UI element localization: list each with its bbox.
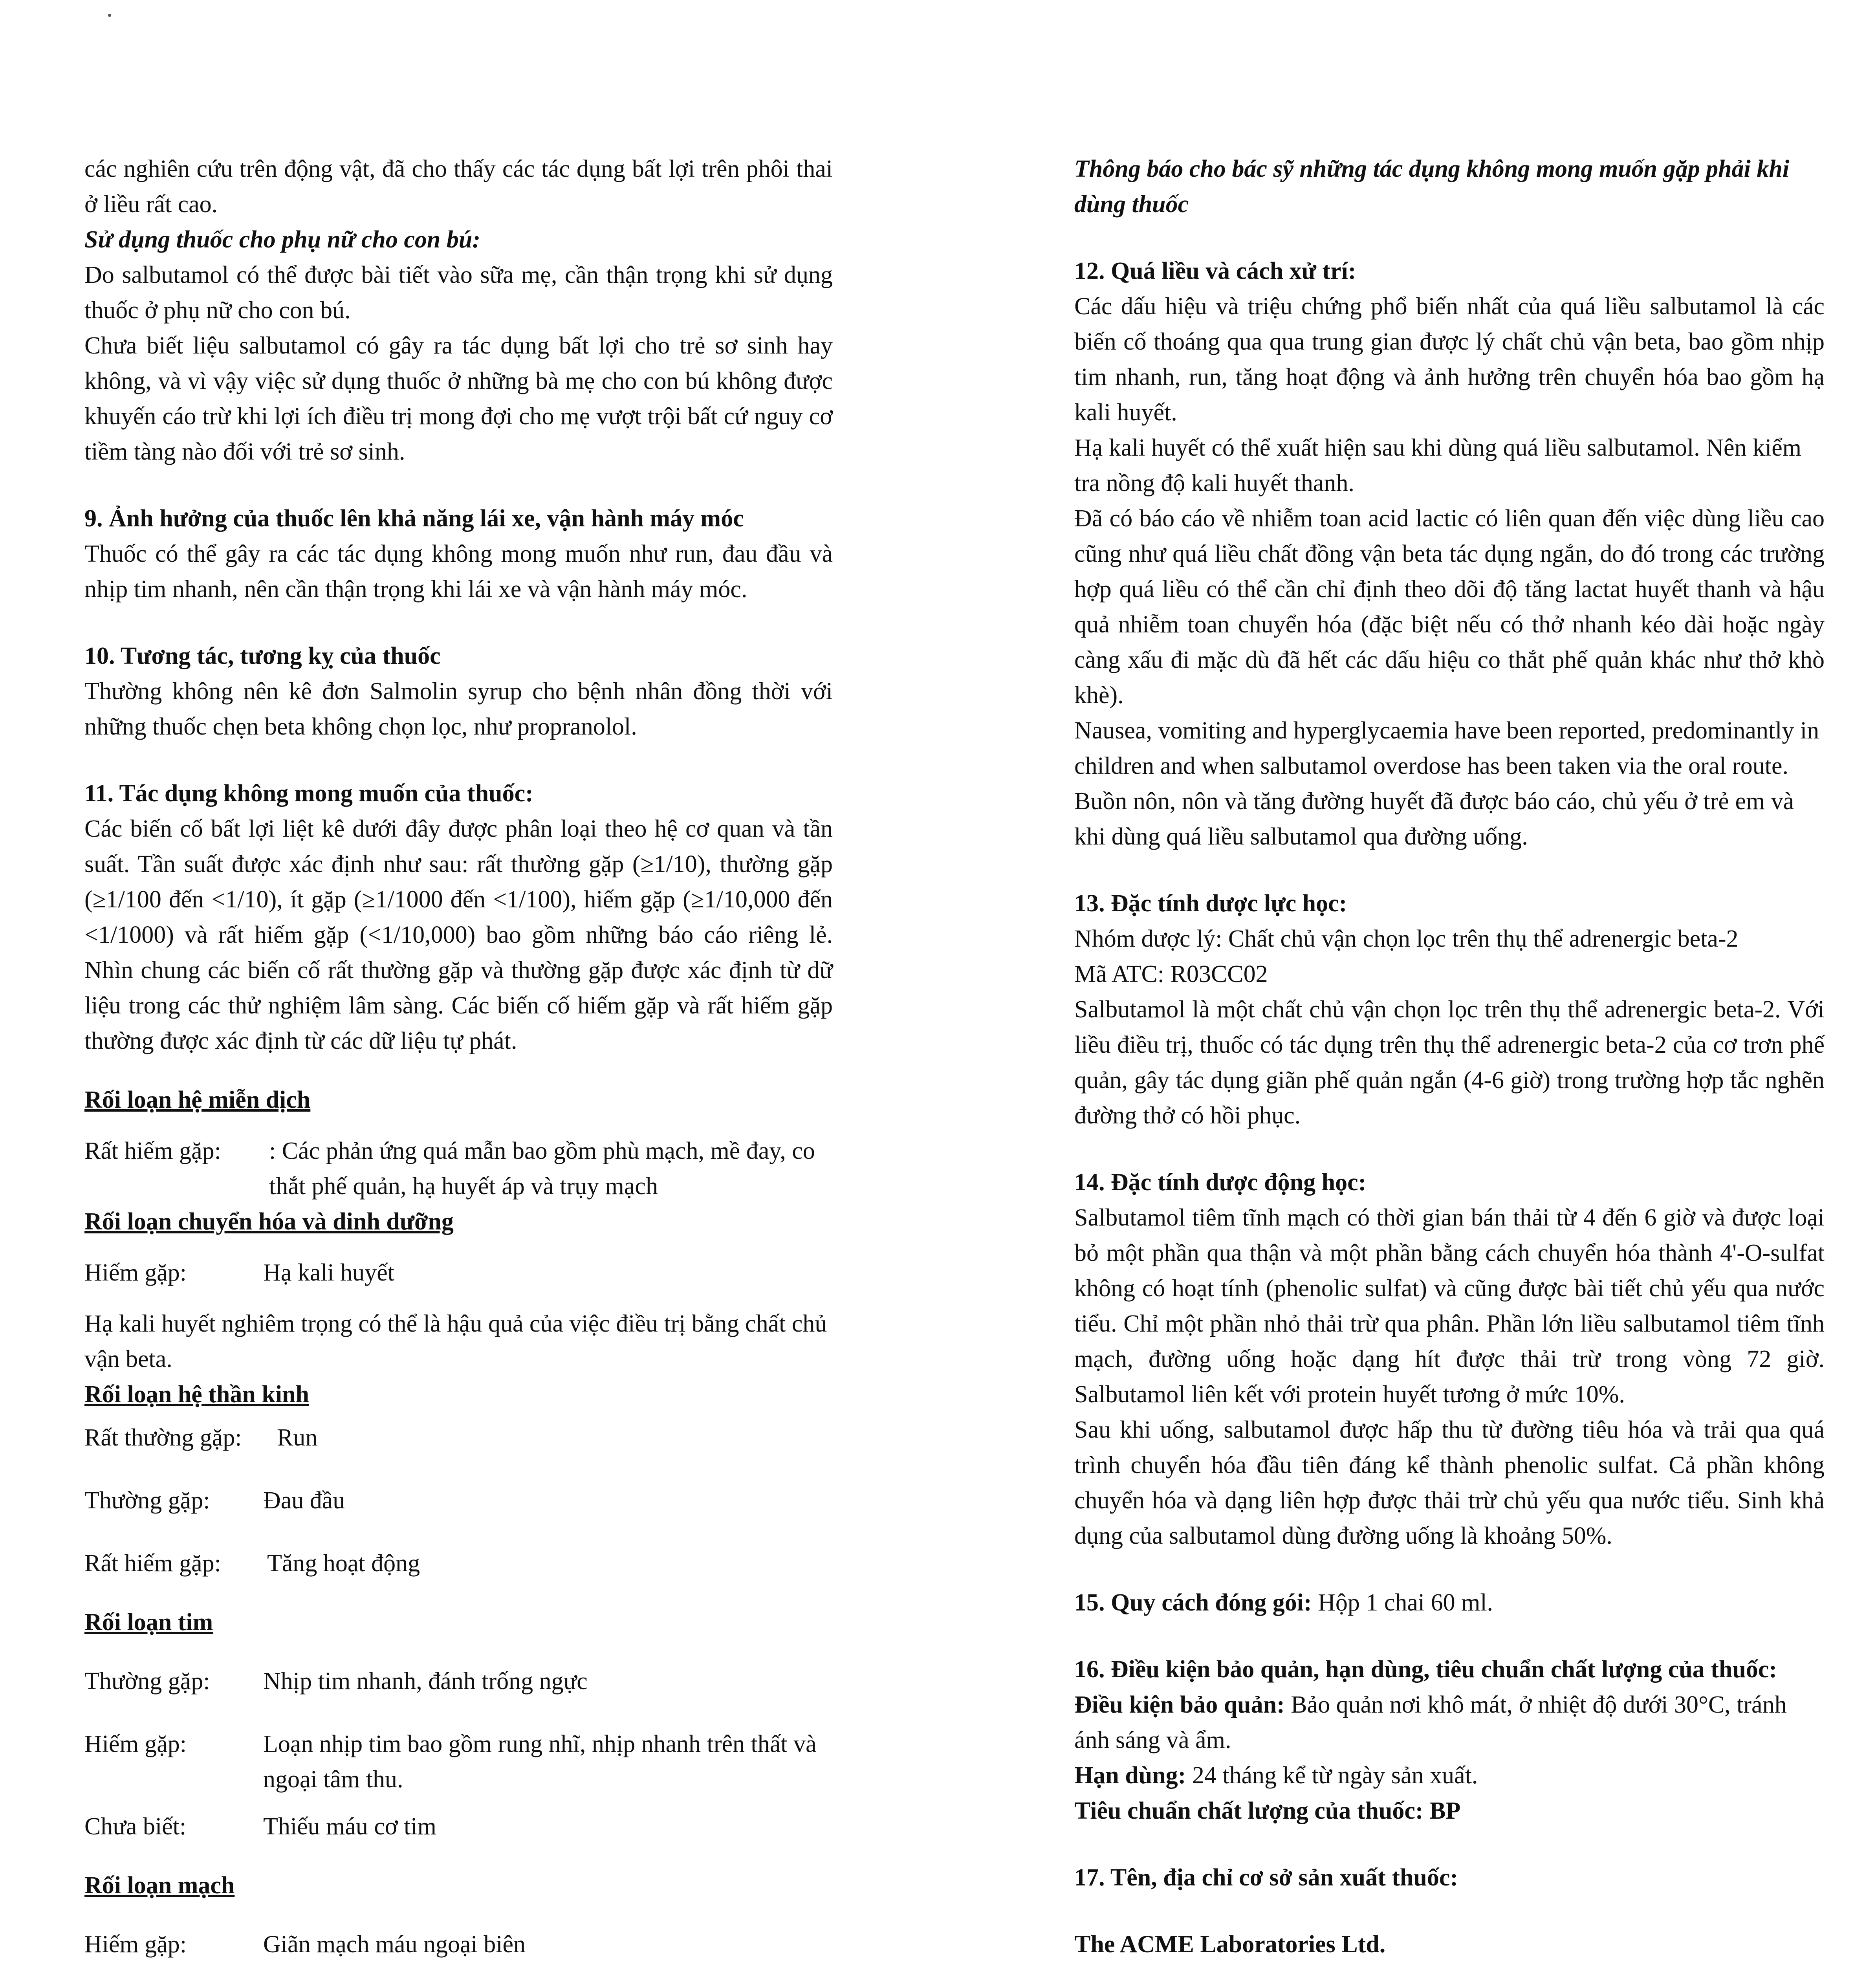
section-15-value: Hộp 1 chai 60 ml. (1312, 1589, 1493, 1616)
frequency-label: Thường gặp: (84, 1487, 210, 1514)
table-row (84, 1927, 833, 1962)
nervous-system-heading: Rối loạn hệ thần kinh (84, 1381, 309, 1408)
table-row (84, 1420, 833, 1455)
section-14-paragraph-1: Salbutamol tiêm tĩnh mạch có thời gian bán thải từ 4 đến 6 giờ và được loại bỏ một phần qua thận và một phần bằng cách chuyển hóa thành 4'-O-sulfat không có hoạt tính (phenolic sulfat) và cũng được bài tiết chủ yếu qua nước tiểu. Chỉ một phần nhỏ thải trừ qua phân. Phần lớn liều salbutamol tiêm tĩnh mạch, đường uống hoặc dạng hít được thải trừ trong vòng 72 giờ. Salbutamol liên kết với protein huyết tương ở mức 10%. (1074, 1204, 1825, 1408)
section-14-heading: 14. Đặc tính dược động học: (1074, 1169, 1367, 1196)
section-12-paragraph-1: Các dấu hiệu và triệu chứng phổ biến nhất của quá liều salbutamol là các biến cố thoáng qua qua trung gian được lý chất chủ vận beta, bao gồm nhịp tim nhanh, run, tăng hoạt động và ảnh hưởng trên chuyển hóa bao gồm hạ kali huyết. (1074, 293, 1825, 426)
manufacturer-name: The ACME Laboratories Ltd. (1074, 1931, 1386, 1958)
effect-value: Loạn nhịp tim bao gồm rung nhĩ, nhịp nhanh trên thất và ngoại tâm thu. (263, 1731, 817, 1793)
section-17-heading: 17. Tên, địa chỉ cơ sở sản xuất thuốc: (1074, 1864, 1458, 1891)
expiry (1074, 1758, 1825, 1793)
table-row (84, 1726, 833, 1797)
immune-row (84, 1133, 833, 1204)
quality-label: Tiêu chuẩn chất lượng của thuốc: (1074, 1797, 1423, 1824)
metabolism-row (84, 1255, 833, 1290)
paragraph-animal-studies: các nghiên cứu trên động vật, đã cho thấy các tác dụng bất lợi trên phôi thai ở liều rất cao. (84, 156, 833, 218)
frequency-label: Hiếm gặp: (84, 1731, 187, 1757)
section-14-paragraph-2: Sau khi uống, salbutamol được hấp thu từ đường tiêu hóa và trải qua quá trình chuyển hóa đầu tiên đáng kể thành phenolic sulfat. Cả phần không chuyển hóa và dạng liên hợp được thải trừ chủ yếu qua nước tiểu. Sinh khả dụng của salbutamol dùng đường uống là khoảng 50%. (1074, 1416, 1825, 1549)
storage-value: Bảo quản nơi khô mát, ở nhiệt độ dưới 30°C, tránh ánh sáng và ẩm. (1074, 1691, 1787, 1753)
pharmacologic-group: Nhóm dược lý: Chất chủ vận chọn lọc trên thụ thể adrenergic beta-2 (1074, 925, 1739, 952)
frequency-label: Chưa biết: (84, 1813, 187, 1840)
section-12-paragraph-3: Đã có báo cáo về nhiễm toan acid lactic có liên quan đến việc dùng liều cao cũng như quá liều chất đồng vận beta tác dụng ngắn, do đó trong các trường hợp quá liều có thể cần chỉ định theo dõi độ tăng lactat huyết thanh và hậu quả nhiễm toan chuyển hóa (đặc biệt nếu có thở nhanh kéo dài hoặc ngày càng xấu đi mặc dù đã hết các dấu hiệu co thắt phế quản khác như thở khò khè). (1074, 505, 1825, 709)
section-15-label: 15. Quy cách đóng gói: (1074, 1589, 1312, 1616)
table-row (84, 1664, 833, 1699)
frequency-label: Hiếm gặp: (84, 1259, 187, 1286)
scan-speck (108, 14, 111, 17)
frequency-label: Rất hiếm gặp: (84, 1138, 221, 1164)
effect-value: : Các phản ứng quá mẫn bao gồm phù mạch, mề đay, co thắt phế quản, hạ huyết áp và trụy mạch (269, 1138, 815, 1200)
report-to-doctor-notice: Thông báo cho bác sỹ những tác dụng không mong muốn gặp phải khi dùng thuốc (1074, 156, 1790, 218)
section-13-paragraph: Salbutamol là một chất chủ vận chọn lọc trên thụ thể adrenergic beta-2. Với liều điều trị, thuốc có tác dụng trên thụ thể adrenergic beta-2 của cơ trơn phế quản, gây tác dụng giãn phế quản ngắn (4-6 giờ) trong trường hợp tắc nghẽn đường thở có hồi phục. (1074, 996, 1825, 1129)
effect-value: Tăng hoạt động (267, 1550, 420, 1577)
section-12-heading: 12. Quá liều và cách xử trí: (1074, 258, 1356, 284)
table-row (84, 1546, 833, 1581)
quality-value: BP (1423, 1797, 1461, 1824)
effect-value: Nhịp tim nhanh, đánh trống ngực (263, 1668, 588, 1695)
expiry-label: Hạn dùng: (1074, 1762, 1186, 1789)
effect-value: Thiếu máu cơ tim (263, 1813, 436, 1840)
breastfeeding-paragraph-2: Chưa biết liệu salbutamol có gây ra tác dụng bất lợi cho trẻ sơ sinh hay không, và vì vậy việc sử dụng thuốc ở những bà mẹ cho con bú không được khuyến cáo trừ khi lợi ích điều trị mong đợi cho mẹ vượt trội bất cứ nguy cơ tiềm tàng nào đối với trẻ sơ sinh. (84, 332, 833, 465)
atc-code: Mã ATC: R03CC02 (1074, 961, 1268, 987)
storage-label: Điều kiện bảo quản: (1074, 1691, 1285, 1718)
section-9-body: Thuốc có thể gây ra các tác dụng không mong muốn như run, đau đầu và nhịp tim nhanh, nên cần thận trọng khi lái xe và vận hành máy móc. (84, 540, 833, 603)
section-16-heading: 16. Điều kiện bảo quản, hạn dùng, tiêu chuẩn chất lượng của thuốc: (1074, 1656, 1777, 1683)
effect-value: Hạ kali huyết (263, 1259, 395, 1286)
frequency-label: Rất hiếm gặp: (84, 1550, 221, 1577)
frequency-label: Thường gặp: (84, 1668, 210, 1695)
effect-value: Run (277, 1424, 318, 1451)
breastfeeding-heading: Sử dụng thuốc cho phụ nữ cho con bú: (84, 226, 481, 253)
left-column (84, 151, 833, 1964)
section-13-heading: 13. Đặc tính dược lực học: (1074, 890, 1347, 917)
immune-disorders-heading: Rối loạn hệ miễn dịch (84, 1086, 311, 1113)
effect-value: Đau đầu (263, 1487, 345, 1514)
frequency-label: Hiếm gặp: (84, 1931, 187, 1958)
section-11-body: Các biến cố bất lợi liệt kê dưới đây được phân loại theo hệ cơ quan và tần suất. Tần suất được xác định như sau: rất thường gặp (≥1/10), thường gặp (≥1/100 đến <1/10), ít gặp (≥1/1000 đến <1/100), hiếm gặp (≥1/10,000 đến <1/1000) và rất hiếm gặp (<1/10,000) bao gồm những báo cáo riêng lẻ. Nhìn chung các biến cố rất thường gặp và thường gặp được xác định từ dữ liệu trong các thử nghiệm lâm sàng. Các biến cố hiếm gặp và rất hiếm gặp thường được xác định từ các dữ liệu tự phát. (84, 815, 833, 1054)
section-15-packaging (1074, 1585, 1825, 1620)
section-12-paragraph-5: Buồn nôn, nôn và tăng đường huyết đã được báo cáo, chủ yếu ở trẻ em và khi dùng quá liều salbutamol qua đường uống. (1074, 788, 1794, 850)
cardiac-disorders-heading: Rối loạn tim (84, 1609, 213, 1636)
metabolism-disorders-heading: Rối loạn chuyển hóa và dinh dưỡng (84, 1208, 454, 1235)
quality-standard (1074, 1793, 1825, 1828)
table-row (84, 1483, 833, 1518)
expiry-value: 24 tháng kể từ ngày sản xuất. (1186, 1762, 1478, 1789)
section-10-body: Thường không nên kê đơn Salmolin syrup cho bệnh nhân đồng thời với những thuốc chẹn beta không chọn lọc, như propranolol. (84, 678, 833, 740)
table-row (84, 1809, 833, 1844)
section-12-paragraph-2: Hạ kali huyết có thể xuất hiện sau khi dùng quá liều salbutamol. Nên kiểm tra nồng độ kali huyết thanh. (1074, 434, 1801, 496)
manufacturer-address (1074, 1962, 1825, 1964)
breastfeeding-paragraph-1: Do salbutamol có thể được bài tiết vào sữa mẹ, cần thận trọng khi sử dụng thuốc ở phụ nữ cho con bú. (84, 262, 833, 324)
right-column (1074, 151, 1825, 1964)
frequency-label: Rất thường gặp: (84, 1424, 242, 1451)
section-11-heading: 11. Tác dụng không mong muốn của thuốc: (84, 780, 533, 807)
storage-conditions (1074, 1687, 1825, 1758)
vascular-disorders-heading: Rối loạn mạch (84, 1872, 235, 1899)
section-9-heading: 9. Ảnh hưởng của thuốc lên khả năng lái xe, vận hành máy móc (84, 505, 744, 532)
section-12-paragraph-4: Nausea, vomiting and hyperglycaemia have been reported, predominantly in children and when salbutamol overdose has been taken via the oral route. (1074, 717, 1819, 779)
effect-value: Giãn mạch máu ngoại biên (263, 1931, 526, 1958)
hypokalemia-note: Hạ kali huyết nghiêm trọng có thể là hậu quả của việc điều trị bằng chất chủ vận beta. (84, 1310, 827, 1372)
section-10-heading: 10. Tương tác, tương kỵ của thuốc (84, 643, 441, 669)
